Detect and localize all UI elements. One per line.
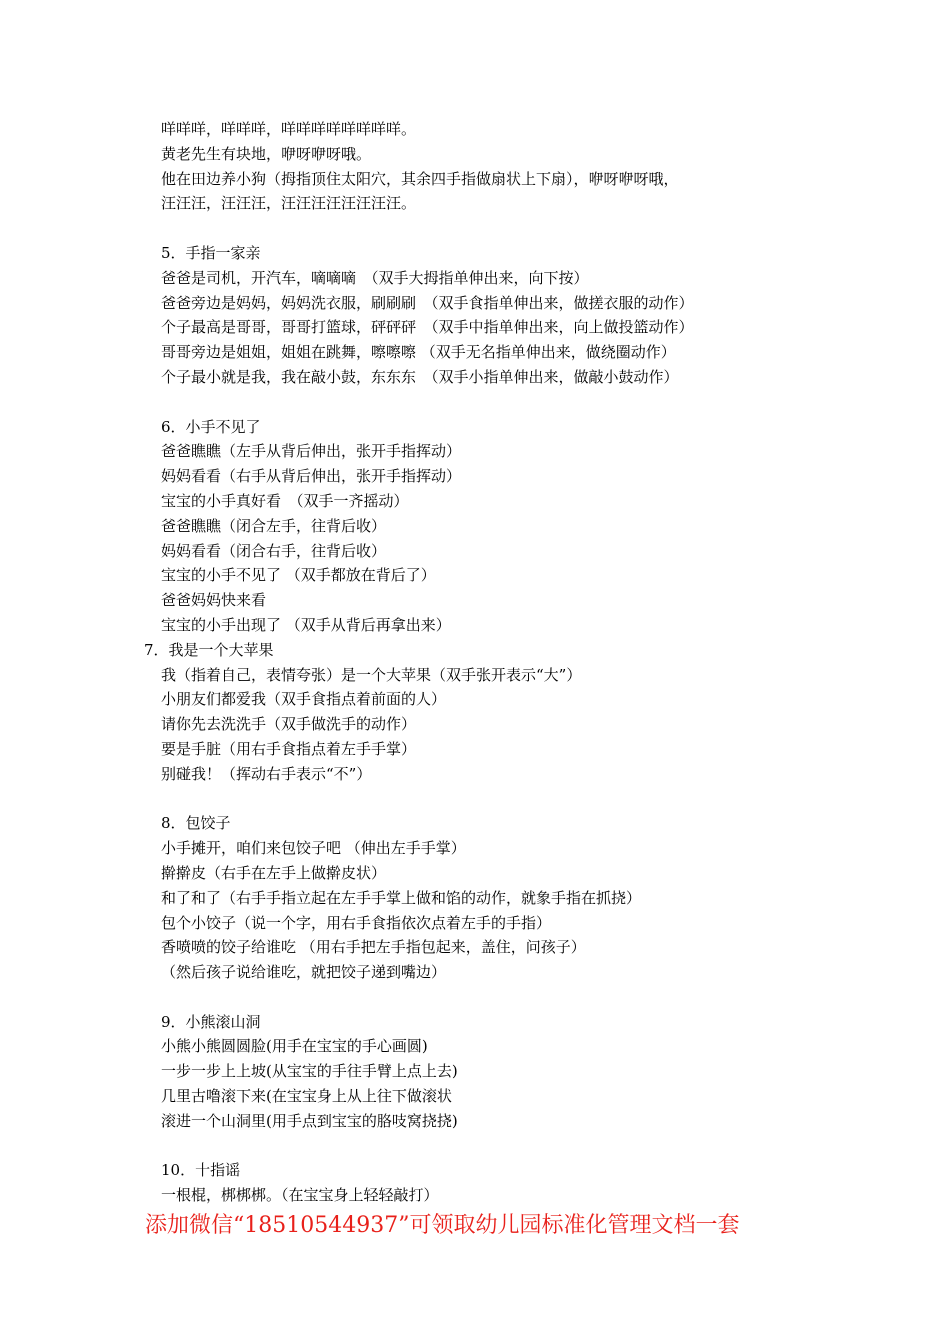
- text-line: 爸爸瞧瞧（闭合左手，往背后收）: [161, 516, 387, 535]
- text-line: 汪汪汪，汪汪汪，汪汪汪汪汪汪汪汪。: [161, 194, 417, 213]
- text-line: 爸爸是司机，开汽车，嘀嘀嘀 （双手大拇指单伸出来，向下按）: [161, 268, 589, 287]
- text-line: 咩咩咩，咩咩咩，咩咩咩咩咩咩咩咩。: [161, 120, 417, 138]
- promo-footer-text: 添加微信“18510544937”可领取幼儿园标准化管理文档一套: [145, 1213, 740, 1238]
- section-title: 6．小手不见了: [161, 417, 261, 436]
- text-line: 个子最高是哥哥，哥哥打篮球，砰砰砰 （双手中指单伸出来，向上做投篮动作）: [161, 318, 694, 337]
- section-title: 5．手指一家亲: [161, 243, 261, 262]
- text-line: 擀擀皮（右手在左手上做擀皮状）: [161, 863, 387, 882]
- text-line: 妈妈看看（闭合右手，往背后收）: [161, 541, 387, 560]
- text-line: 宝宝的小手出现了 （双手从背后再拿出来）: [161, 615, 451, 634]
- text-line: 请你先去洗洗手（双手做洗手的动作）: [161, 715, 417, 734]
- document-body: [144, 117, 921, 1208]
- text-line: 滚进一个山洞里(用手点到宝宝的胳吱窝挠挠): [161, 1111, 458, 1130]
- text-line: 别碰我！（挥动右手表示“不”）: [161, 764, 372, 783]
- spacer: [161, 216, 921, 241]
- spacer: [161, 787, 921, 812]
- text-line: 要是手脏（用右手食指点着左手手掌）: [161, 739, 417, 758]
- text-line: 爸爸妈妈快来看: [161, 591, 267, 610]
- text-line: 小熊小熊圆圆脸(用手在宝宝的手心画圆): [161, 1037, 428, 1056]
- text-line: 一步一步上上坡(从宝宝的手往手臂上点上去): [161, 1062, 458, 1081]
- text-line: 哥哥旁边是姐姐，姐姐在跳舞，嚓嚓嚓 （双手无名指单伸出来，做绕圈动作）: [161, 343, 676, 362]
- text-line: 小朋友们都爱我（双手食指点着前面的人）: [161, 690, 447, 709]
- text-line: 我（指着自己，表情夸张）是一个大苹果（双手张开表示“大”）: [161, 665, 582, 684]
- text-line: 他在田边养小狗（拇指顶住太阳穴，其余四手指做扇状上下扇），咿呀咿呀哦，: [161, 169, 679, 188]
- text-line: 爸爸旁边是妈妈，妈妈洗衣服，刷刷刷 （双手食指单伸出来，做搓衣服的动作）: [161, 293, 694, 312]
- section-title: 8．包饺子: [161, 814, 231, 833]
- spacer: [161, 1134, 921, 1159]
- section-title: 10．十指谣: [161, 1161, 241, 1180]
- text-line: 宝宝的小手真好看 （双手一齐摇动）: [161, 491, 409, 510]
- section-title: 7．我是一个大苹果: [144, 640, 274, 659]
- text-line: 黄老先生有块地，咿呀咿呀哦。: [161, 144, 372, 163]
- text-line: 宝宝的小手不见了 （双手都放在背后了）: [161, 566, 436, 585]
- text-line: （然后孩子说给谁吃，就把饺子递到嘴边）: [161, 963, 447, 982]
- text-line: 香喷喷的饺子给谁吃 （用右手把左手指包起来，盖住，问孩子）: [161, 938, 586, 957]
- text-line: 妈妈看看（右手从背后伸出，张开手指挥动）: [161, 467, 462, 486]
- text-line: 包个小饺子（说一个字，用右手食指依次点着左手的手指）: [161, 913, 552, 932]
- text-line: 几里古噜滚下来(在宝宝身上从上往下做滚状: [161, 1087, 452, 1106]
- text-line: 一根棍，梆梆梆。（在宝宝身上轻轻敲打）: [161, 1186, 439, 1205]
- spacer: [161, 390, 921, 415]
- text-line: 和了和了（右手手指立起在左手手掌上做和馅的动作，就象手指在抓挠）: [161, 888, 642, 907]
- text-line: 小手摊开，咱们来包饺子吧 （伸出左手手掌）: [161, 839, 466, 858]
- text-line: 爸爸瞧瞧（左手从背后伸出，张开手指挥动）: [161, 442, 462, 461]
- section-title: 9．小熊滚山洞: [161, 1012, 261, 1031]
- text-line: 个子最小就是我，我在敲小鼓，东东东 （双手小指单伸出来，做敲小鼓动作）: [161, 367, 679, 386]
- spacer: [161, 985, 921, 1010]
